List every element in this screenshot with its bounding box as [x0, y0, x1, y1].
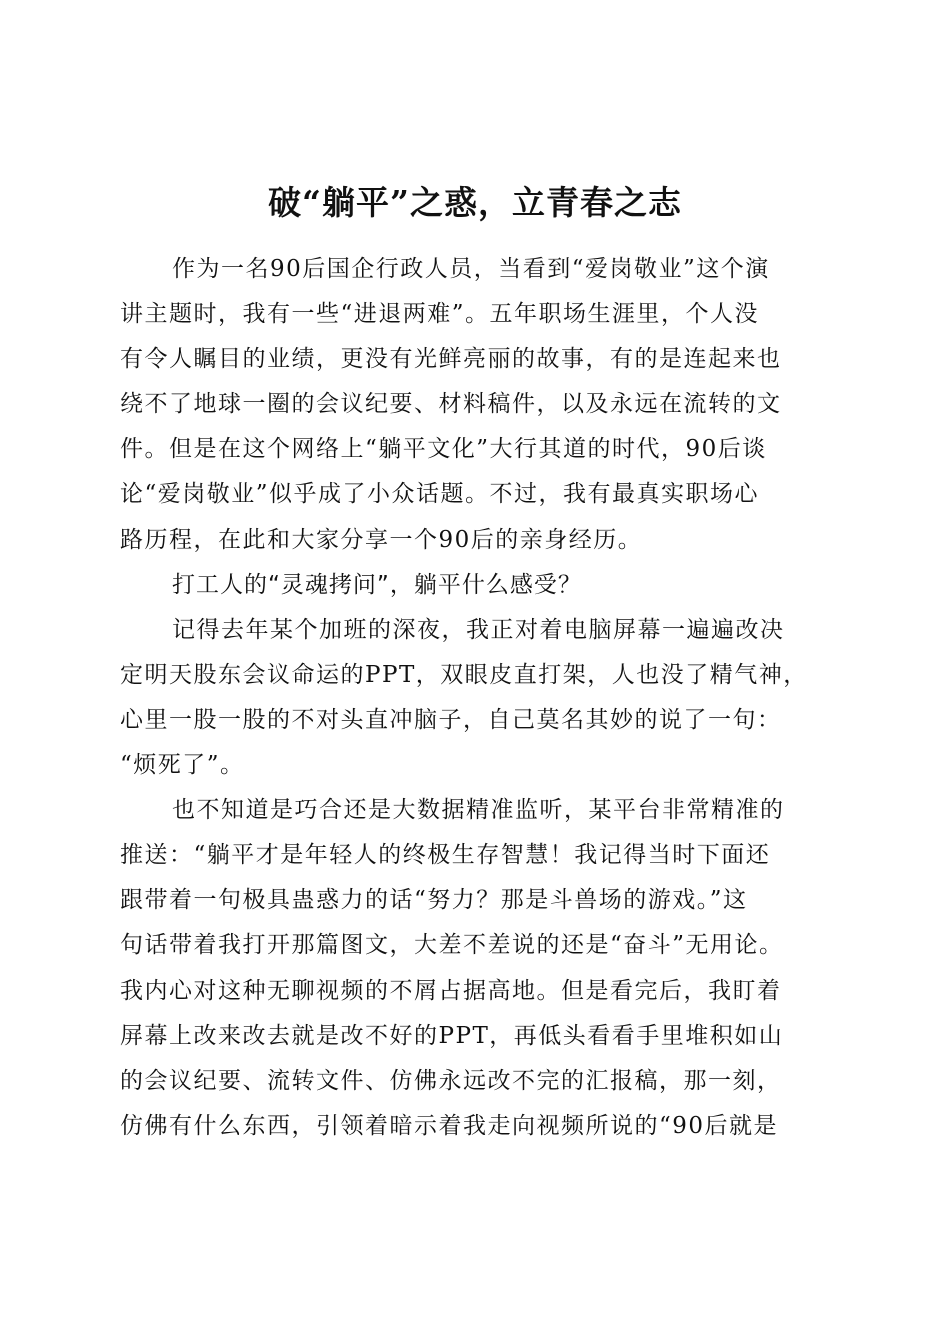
paragraph-line: 的会议纪要、流转文件、仿佛永远改不完的汇报稿，那一刻，	[120, 1067, 782, 1094]
paragraph-line: 路历程，在此和大家分享一个90后的亲身经历。	[120, 526, 643, 553]
section-heading: 打工人的“灵魂拷问”，躺平什么感受？	[172, 571, 582, 598]
paragraph-line: 论“爱岗敬业”似乎成了小众话题。不过，我有最真实职场心	[120, 481, 760, 508]
paragraph-line: 跟带着一句极具蛊惑力的话“努力？那是斗兽场的游戏。”这	[120, 887, 748, 914]
paragraph-line: 句话带着我打开那篇图文，大差不差说的还是“奋斗”无用论。	[120, 932, 784, 959]
paragraph-line: “烦死了”。	[120, 752, 245, 779]
document-body	[120, 247, 832, 1149]
paragraph-line: 件。但是在这个网络上“躺平文化”大行其道的时代，90后谈	[120, 436, 767, 463]
paragraph-1	[120, 247, 832, 563]
paragraph-line: 定明天股东会议命运的PPT，双眼皮直打架，人也没了精气神，	[120, 661, 808, 688]
paragraph-line: 屏幕上改来改去就是改不好的PPT，再低头看看手里堆积如山	[120, 1022, 784, 1049]
paragraph-line: 也不知道是巧合还是大数据精准监听，某平台非常精准的	[172, 797, 785, 824]
paragraph-line: 绕不了地球一圈的会议纪要、材料稿件，以及永远在流转的文	[120, 391, 782, 418]
paragraph-line: 推送：“躺平才是年轻人的终极生存智慧！我记得当时下面还	[120, 842, 771, 869]
paragraph-line: 仿佛有什么东西，引领着暗示着我走向视频所说的“90后就是	[120, 1112, 779, 1139]
paragraph-line: 心里一股一股的不对头直冲脑子，自己莫名其妙的说了一句：	[120, 706, 782, 733]
document-title: 破“躺平”之惑，立青春之志	[268, 183, 682, 222]
paragraph-line: 有令人瞩目的业绩，更没有光鲜亮丽的故事，有的是连起来也	[120, 346, 782, 373]
paragraph-2	[120, 608, 832, 788]
paragraph-line: 我内心对这种无聊视频的不屑占据高地。但是看完后，我盯着	[120, 977, 782, 1004]
paragraph-3	[120, 788, 832, 1149]
paragraph-line: 作为一名90后国企行政人员，当看到“爱岗敬业”这个演	[172, 256, 770, 282]
paragraph-line: 讲主题时，我有一些“进退两难”。五年职场生涯里，个人没	[120, 301, 760, 328]
paragraph-line: 记得去年某个加班的深夜，我正对着电脑屏幕一遍遍改决	[172, 616, 785, 643]
